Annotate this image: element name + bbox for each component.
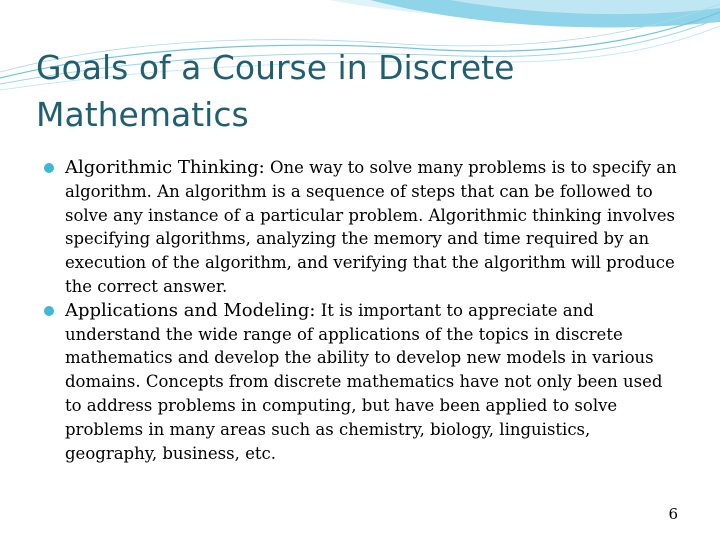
- slide-title: Goals of a Course in Discrete Mathematics: [36, 48, 515, 134]
- bullet-lead: Applications and Modeling:: [65, 299, 316, 321]
- bullet-item-applications-modeling: [44, 299, 680, 466]
- page-number: 6: [668, 505, 678, 523]
- bullet-item-algorithmic-thinking: [44, 156, 680, 299]
- bullet-icon: [44, 163, 54, 173]
- bullet-lead: Algorithmic Thinking:: [65, 157, 265, 178]
- bullet-list: [44, 156, 680, 465]
- bullet-text: It is important to appreciate and understand the wide range of applications of the topics in discrete mathematics and develop the ability to develop new models in various domains. Concepts from discrete mathematics have not only been used to address problems in computing, but have been applied to solve problems in many areas such as chemistry, biology, linguistics, geography, business, etc.: [65, 300, 663, 463]
- bullet-icon: [44, 306, 54, 316]
- bullet-text: One way to solve many problems is to specify an algorithm. An algorithm is a sequence of steps that can be followed to solve any instance of a particular problem. Algorithmic thinking involves specifying algorithms, analyzing the memory and time required by an execution of the algorithm, and verifying that the algorithm will produce the correct answer.: [65, 158, 677, 296]
